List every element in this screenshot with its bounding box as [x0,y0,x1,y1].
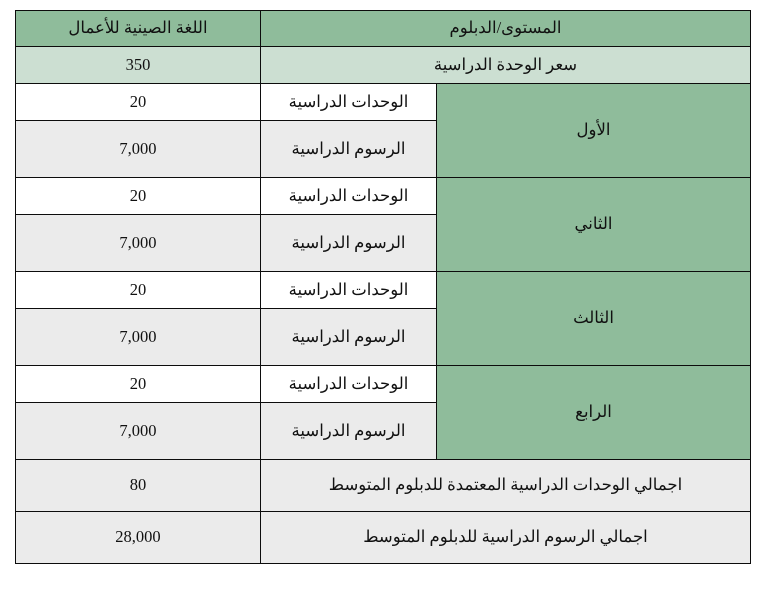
total-fees-label: اجمالي الرسوم الدراسية للدبلوم المتوسط [260,512,750,564]
unit-price-value: 350 [15,47,260,84]
level-4-units-label: الوحدات الدراسية [260,366,436,403]
table-header-row [15,11,750,47]
table-row [15,366,750,403]
level-2-fees-value: 7,000 [15,215,260,272]
level-3-fees-value: 7,000 [15,309,260,366]
level-3-fees-label: الرسوم الدراسية [260,309,436,366]
level-1-units-value: 20 [15,84,260,121]
table-row [15,178,750,215]
level-3-units-value: 20 [15,272,260,309]
level-2-units-value: 20 [15,178,260,215]
level-name-3: الثالث [437,272,751,366]
level-name-2: الثاني [437,178,751,272]
unit-price-label: سعر الوحدة الدراسية [260,47,750,84]
level-2-units-label: الوحدات الدراسية [260,178,436,215]
level-1-units-label: الوحدات الدراسية [260,84,436,121]
level-2-fees-label: الرسوم الدراسية [260,215,436,272]
table-row [15,84,750,121]
total-units-row [15,460,750,512]
tuition-table-container [16,10,751,585]
total-fees-row [15,512,750,564]
header-program-name: اللغة الصينية للأعمال [15,11,260,47]
table-row [15,272,750,309]
tuition-fees-table [15,10,751,564]
total-units-label: اجمالي الوحدات الدراسية المعتمدة للدبلوم المتوسط [260,460,750,512]
level-1-fees-label: الرسوم الدراسية [260,121,436,178]
level-4-fees-label: الرسوم الدراسية [260,403,436,460]
level-name-4: الرابع [437,366,751,460]
level-4-units-value: 20 [15,366,260,403]
level-1-fees-value: 7,000 [15,121,260,178]
total-fees-value: 28,000 [15,512,260,564]
level-3-units-label: الوحدات الدراسية [260,272,436,309]
level-name-1: الأول [437,84,751,178]
total-units-value: 80 [15,460,260,512]
unit-price-row [15,47,750,84]
level-4-fees-value: 7,000 [15,403,260,460]
header-level-diploma: المستوى/الدبلوم [260,11,750,47]
